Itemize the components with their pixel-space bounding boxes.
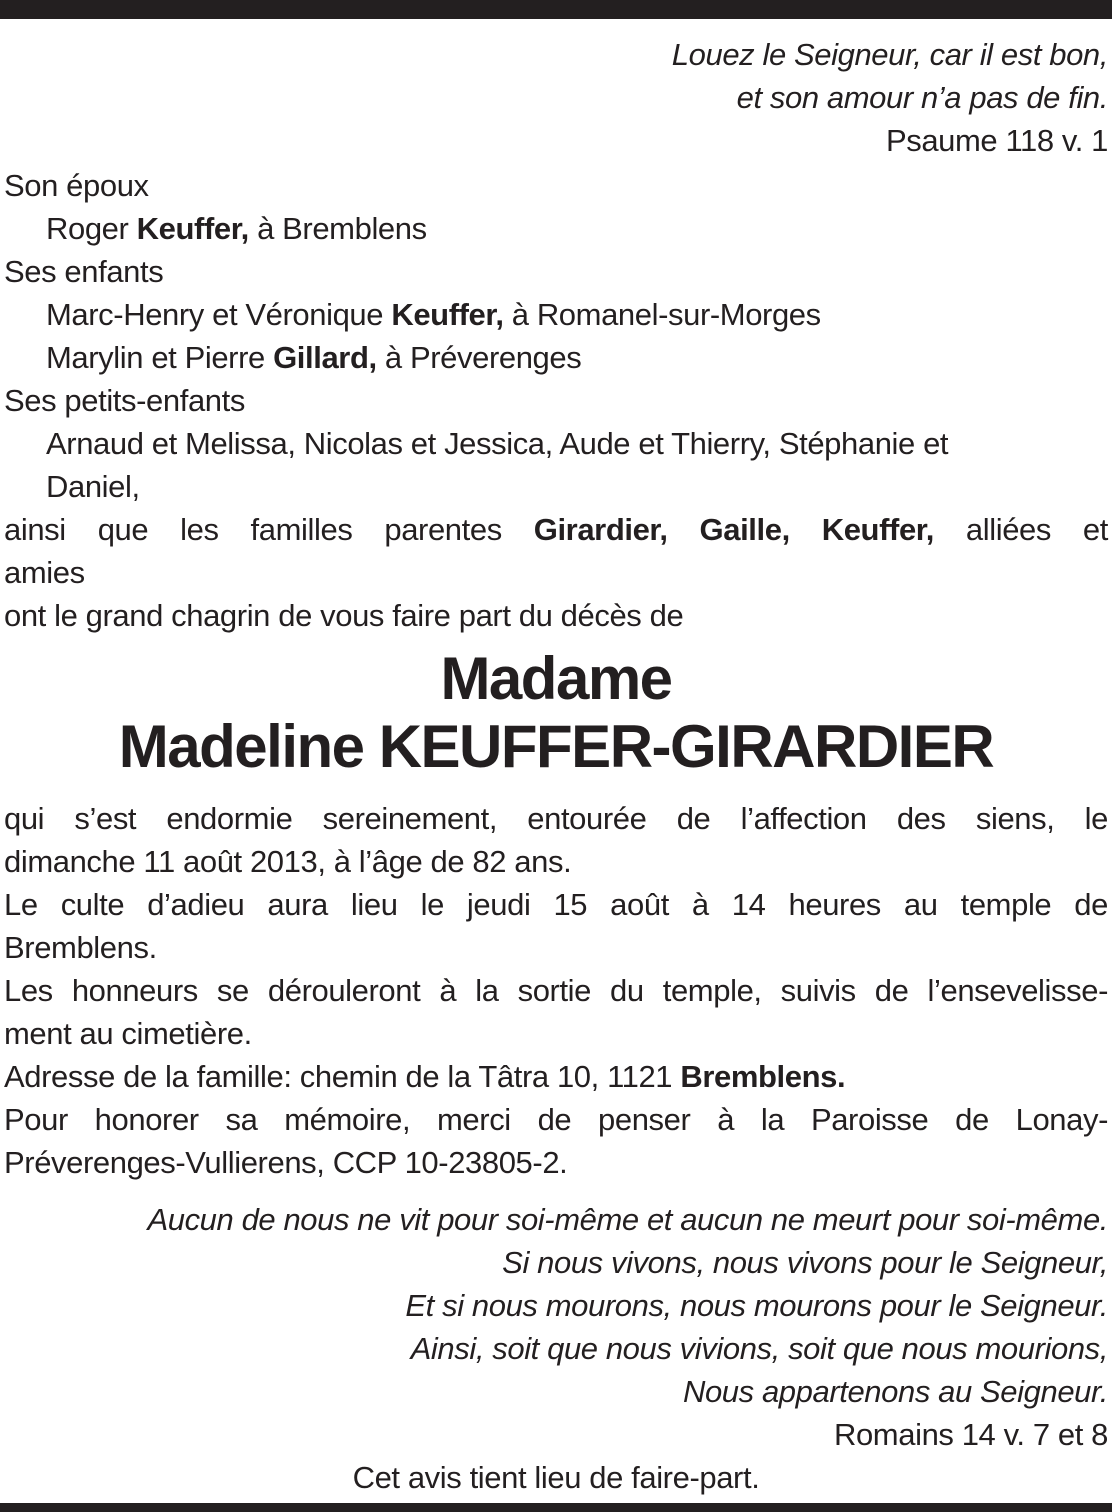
deceased-title-block [4, 645, 1108, 781]
faire-part-notice: Cet avis tient lieu de faire-part. [352, 1460, 760, 1495]
relatives-intro: ainsi que les familles parentes [4, 512, 534, 547]
children-header: Ses enfants [4, 254, 164, 289]
closing-verse-line-5: Nous appartenons au Seigneur. [682, 1374, 1108, 1409]
address-text: Adresse de la famille: chemin de la Tâtra 10, 1121 [4, 1059, 681, 1094]
relatives-line-2: amies [4, 555, 85, 590]
child-1-names: Marc-Henry et Véronique [46, 297, 392, 332]
notice-body [4, 797, 1108, 1184]
family-address-line [4, 1055, 1108, 1098]
closing-verse-line-1: Aucun de nous ne vit pour soi-même et aucun ne meurt pour soi-même. [147, 1202, 1108, 1237]
memory-line-1: Pour honorer sa mémoire, merci de penser à la Paroisse de Lonay- [4, 1102, 1108, 1137]
grandchildren-line-1: Arnaud et Melissa, Nicolas et Jessica, Aude et Thierry, Stéphanie et [46, 426, 949, 461]
child-2-names: Marylin et Pierre [46, 340, 274, 375]
epigraph-verse-line-1: Louez le Seigneur, car il est bon, [671, 37, 1108, 72]
child-2-residence: à Préverenges [376, 340, 582, 375]
opening-epigraph [4, 33, 1108, 162]
scripture-attribution: Romains 14 v. 7 et 8 [833, 1417, 1108, 1452]
death-line-1: qui s’est endormie sereinement, entourée de l’affection des siens, le [4, 801, 1108, 836]
spouse-first-name: Roger [46, 211, 137, 246]
child-2-family-name: Gillard, [273, 340, 377, 375]
honors-line-1: Les honneurs se dérouleront à la sortie du temple, suivis de l’ensevelisse- [4, 973, 1108, 1008]
spouse-residence: à Bremblens [248, 211, 427, 246]
spouse-family-name: Keuffer, [136, 211, 249, 246]
closing-verse-line-4: Ainsi, soit que nous vivions, soit que nous mourions, [410, 1331, 1108, 1366]
death-line-2: dimanche 11 août 2013, à l’âge de 82 ans. [4, 844, 572, 879]
family-list [4, 164, 1108, 637]
grandchildren-header: Ses petits-enfants [4, 383, 245, 418]
closing-verse-line-3: Et si nous mourons, nous mourons pour le Seigneur. [405, 1288, 1108, 1323]
child-line-1 [4, 293, 1108, 336]
relatives-outro: alliées et [933, 512, 1108, 547]
closing-verse [4, 1198, 1108, 1456]
service-line-2: Bremblens. [4, 930, 157, 965]
service-line-1: Le culte d’adieu aura lieu le jeudi 15 août à 14 heures au temple de [4, 887, 1108, 922]
spouse-line [4, 207, 1108, 250]
child-line-2 [4, 336, 1108, 379]
grandchildren-line-2: Daniel, [46, 469, 140, 504]
closing-verse-line-2: Si nous vivons, nous vivons pour le Seigneur, [502, 1245, 1108, 1280]
psalm-attribution: Psaume 118 v. 1 [885, 123, 1108, 158]
memory-line-2: Préverenges-Vullierens, CCP 10-23805-2. [4, 1145, 568, 1180]
relatives-family-names: Girardier, Gaille, Keuffer, [533, 512, 934, 547]
spouse-header: Son époux [4, 168, 149, 203]
child-1-family-name: Keuffer, [391, 297, 504, 332]
relatives-line-1 [4, 508, 1108, 551]
child-1-residence: à Romanel-sur-Morges [503, 297, 821, 332]
announcement-line: ont le grand chagrin de vous faire part du décès de [4, 598, 684, 633]
deceased-honorific: Madame [440, 645, 672, 712]
deceased-name: Madeline KEUFFER-GIRARDIER [118, 713, 994, 780]
honors-line-2: ment au cimetière. [4, 1016, 252, 1051]
epigraph-verse-line-2: et son amour n’a pas de fin. [736, 80, 1108, 115]
address-town: Bremblens. [680, 1059, 846, 1094]
top-rule [0, 0, 1112, 19]
